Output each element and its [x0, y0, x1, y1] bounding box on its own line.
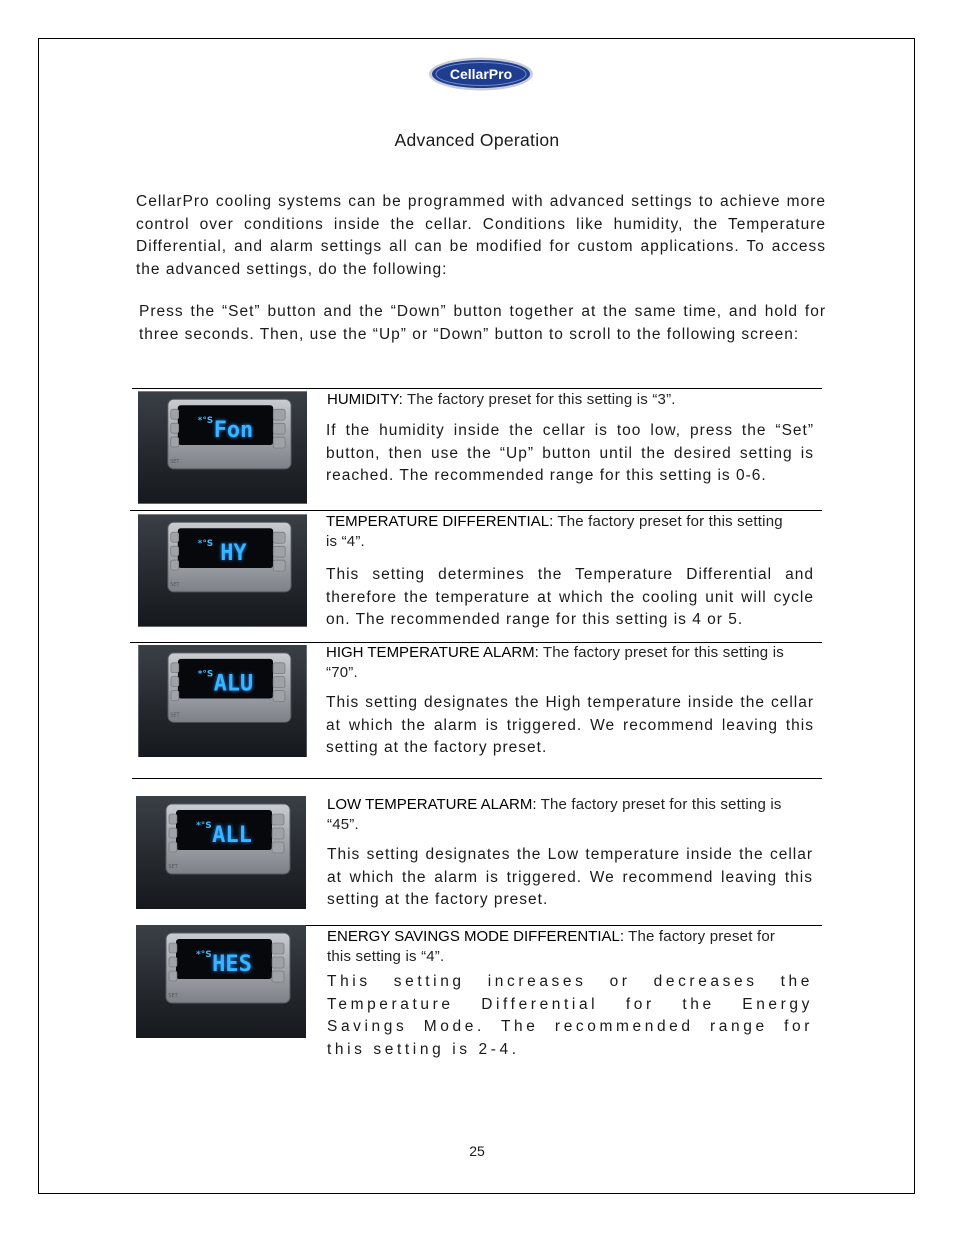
- right-button-icons: [273, 532, 285, 571]
- display-code-text: HES: [212, 952, 252, 977]
- set-button-label: SET: [170, 458, 180, 465]
- high-alarm-label: HIGH TEMPERATURE ALARM:: [326, 644, 539, 661]
- logo-text: CellarPro: [449, 66, 513, 82]
- right-button-icons: [272, 943, 284, 982]
- energy-savings-preset: The factory preset for this setting is “4”.: [327, 928, 776, 965]
- instructions-paragraph: Press the “Set” button and the “Down” button together at the same time, and hold for three seconds. Then, use the “Up” or “Down” button to scroll to the following screen:: [139, 303, 826, 343]
- humidity-body: If the humidity inside the cellar is too low, press the “Set” button, then use the “Up” button until the desired setting is reached. The recommended range for this setting is 0-6.: [326, 422, 814, 485]
- high-alarm-heading: [326, 643, 796, 683]
- display-code-text: Fon: [213, 418, 254, 444]
- left-button-icons: [169, 814, 177, 852]
- humidity-heading: [327, 390, 822, 410]
- controller-display-image: [136, 796, 306, 909]
- section-rule: [132, 778, 822, 779]
- energy-savings-label: ENERGY SAVINGS MODE DIFFERENTIAL:: [327, 928, 624, 945]
- controller-display-image: [138, 514, 307, 627]
- display-indicator-icon: *°S: [197, 539, 214, 550]
- temp-diff-label: TEMPERATURE DIFFERENTIAL:: [326, 513, 554, 530]
- energy-savings-heading: [327, 927, 787, 967]
- left-button-icons: [171, 663, 179, 701]
- section-rule: [132, 388, 822, 389]
- page-title: Advanced Operation: [394, 130, 560, 150]
- temp-diff-body: This setting determines the Temperature Differential and therefore the temperature at which the cooling unit will cycle on. The recommended range for this setting is 4 or 5.: [326, 566, 814, 629]
- intro-paragraph: CellarPro cooling systems can be programmed with advanced settings to achieve more control over conditions inside the cellar. Conditions like humidity, the Temperature Differential, and alarm settings all can be modified for custom applications. To access the advanced settings, do the following:: [136, 193, 826, 278]
- high-alarm-preset: The factory preset for this setting is “70”.: [326, 644, 784, 681]
- controller-display-image: [138, 391, 307, 504]
- right-button-icons: [273, 409, 285, 448]
- display-indicator-icon: *°S: [197, 669, 214, 680]
- page-number: 25: [469, 1143, 485, 1159]
- low-alarm-heading: [327, 795, 787, 835]
- humidity-label: HUMIDITY:: [327, 391, 403, 408]
- energy-savings-body: This setting increases or decreases the Temperature Differential for the Energy Savings Mode. The recommended range for this setting is 2-4.: [327, 973, 813, 1058]
- display-indicator-icon: *°S: [196, 821, 212, 831]
- set-button-label: SET: [168, 864, 178, 870]
- cellarpro-logo: [428, 56, 534, 92]
- controller-display-image: [136, 925, 306, 1038]
- low-alarm-preset: The factory preset for this setting is “45”.: [327, 796, 782, 833]
- set-button-label: SET: [170, 712, 180, 719]
- controller-display-image: [138, 645, 307, 757]
- section-rule: [306, 925, 822, 926]
- humidity-preset: The factory preset for this setting is “3”.: [402, 391, 676, 408]
- display-code-text: HY: [220, 541, 247, 567]
- low-alarm-label: LOW TEMPERATURE ALARM:: [327, 796, 537, 813]
- high-alarm-body: This setting designates the High temperature inside the cellar at which the alarm is triggered. We recommend leaving this setting at the factory preset.: [326, 694, 814, 757]
- left-button-icons: [169, 943, 177, 981]
- right-button-icons: [272, 814, 284, 853]
- left-button-icons: [171, 532, 179, 570]
- left-button-icons: [171, 409, 179, 447]
- temp-diff-preset: The factory preset for this setting is “4”.: [326, 513, 783, 550]
- right-button-icons: [273, 663, 285, 702]
- temp-diff-heading: [326, 512, 786, 552]
- section-rule: [130, 510, 822, 511]
- low-alarm-body: This setting designates the Low temperature inside the cellar at which the alarm is triggered. We recommend leaving this setting at the factory preset.: [327, 846, 813, 909]
- display-code-text: ALU: [213, 671, 254, 697]
- set-button-label: SET: [170, 581, 180, 588]
- display-indicator-icon: *°S: [196, 950, 212, 960]
- set-button-label: SET: [168, 993, 178, 999]
- display-code-text: ALL: [212, 823, 252, 848]
- display-indicator-icon: *°S: [197, 416, 214, 427]
